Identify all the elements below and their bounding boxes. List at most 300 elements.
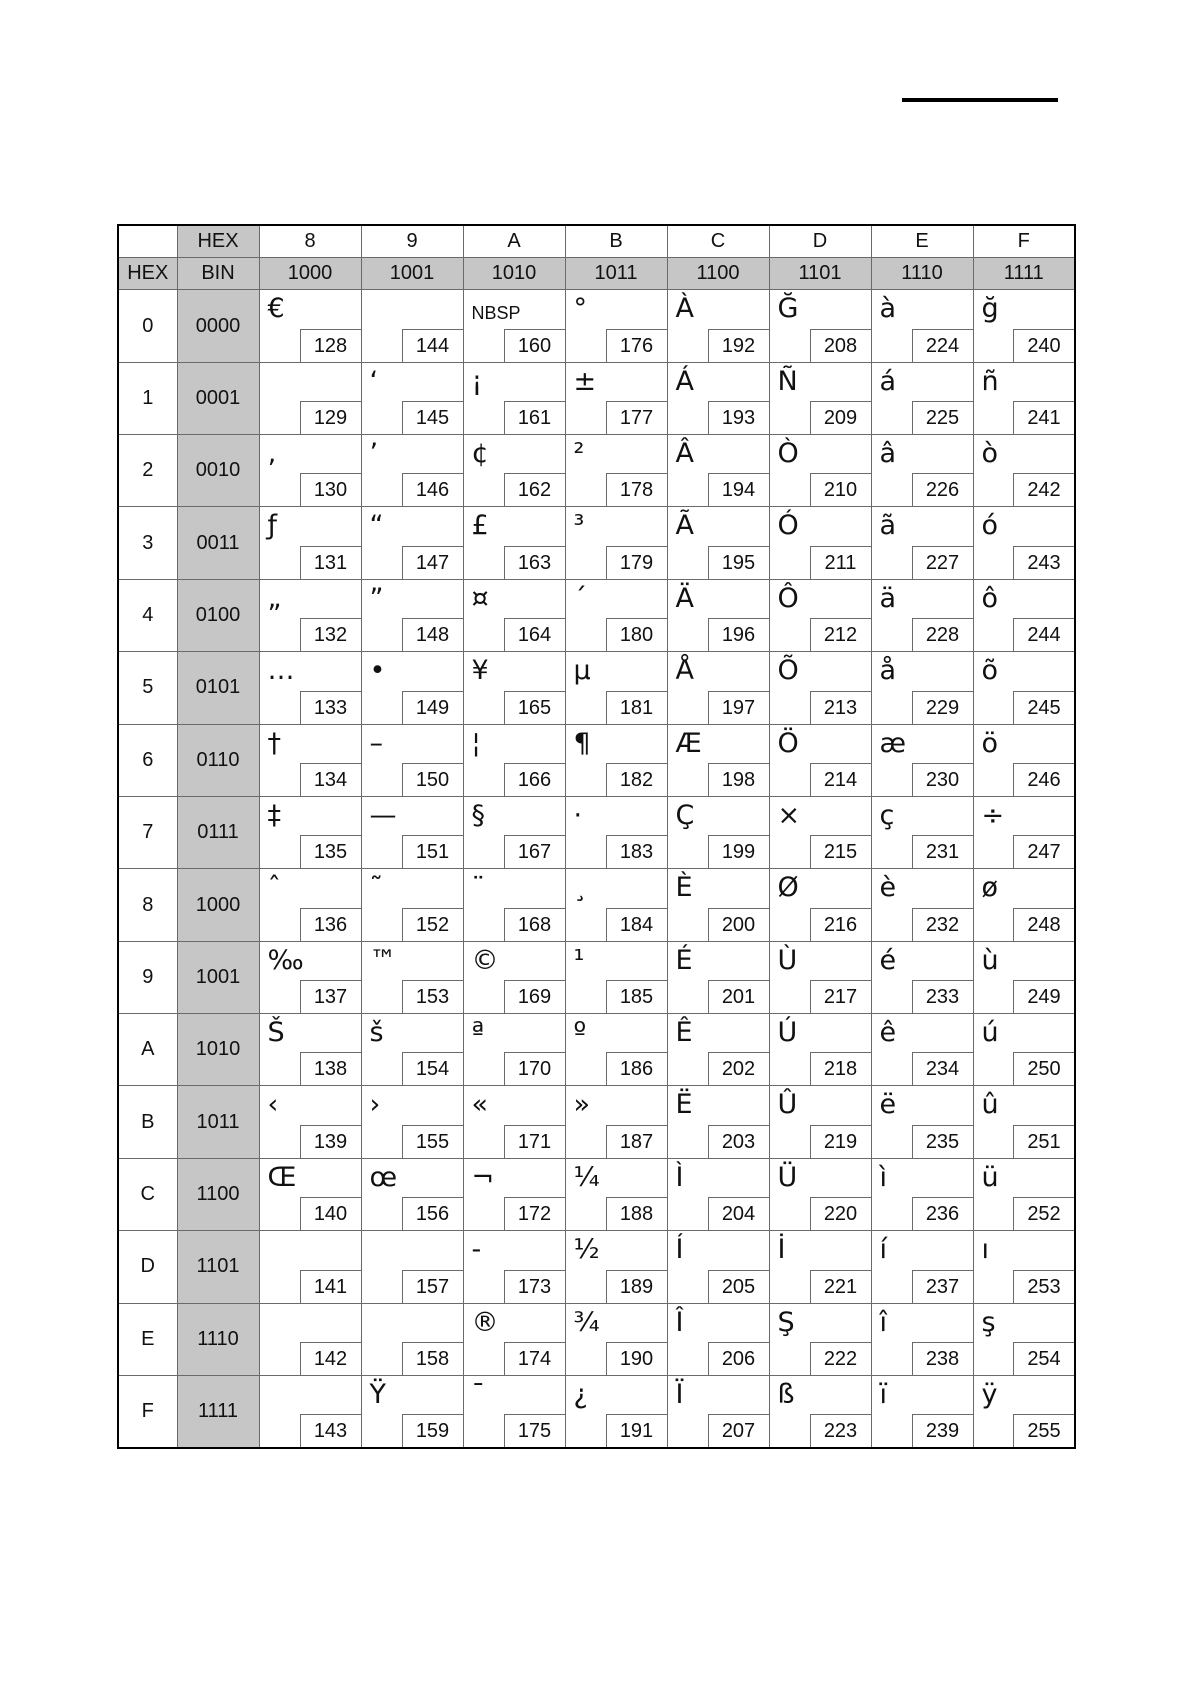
decimal-code: 225 (912, 401, 973, 434)
char-glyph: Î (675, 1306, 684, 1338)
char-cell (361, 1303, 463, 1375)
char-glyph: ı (981, 1234, 990, 1266)
char-glyph: µ (573, 655, 591, 687)
char-cell (667, 435, 769, 507)
char-cell (871, 507, 973, 579)
char-glyph: Â (675, 438, 694, 470)
char-cell (361, 290, 463, 362)
char-glyph: ê (879, 1017, 897, 1049)
char-cell (667, 507, 769, 579)
char-glyph: — (369, 799, 397, 831)
char-cell (973, 435, 1075, 507)
decimal-code: 216 (810, 908, 871, 941)
char-cell (769, 507, 871, 579)
char-cell (667, 290, 769, 362)
row-bin: 0110 (177, 724, 259, 796)
row-hex: 5 (118, 652, 177, 724)
char-glyph: Ÿ (369, 1378, 386, 1410)
decimal-code: 196 (708, 618, 769, 651)
row-hex: 1 (118, 362, 177, 434)
char-glyph: é (879, 944, 897, 976)
char-cell (769, 290, 871, 362)
table-row (118, 362, 1075, 434)
row-hex: C (118, 1158, 177, 1230)
table-row (118, 796, 1075, 868)
row-bin: 0001 (177, 362, 259, 434)
char-cell (565, 1086, 667, 1158)
table-row (118, 1014, 1075, 1086)
decimal-code: 224 (912, 329, 973, 362)
decimal-code: 246 (1013, 763, 1074, 796)
char-glyph: â (879, 438, 897, 470)
char-cell (259, 1014, 361, 1086)
char-cell (871, 869, 973, 941)
decimal-code: 151 (402, 835, 463, 868)
char-glyph: æ (879, 727, 907, 759)
char-glyph: Ï (675, 1378, 684, 1410)
decimal-code: 215 (810, 835, 871, 868)
row-bin: 0010 (177, 435, 259, 507)
char-cell (973, 941, 1075, 1013)
char-glyph: ‰ (267, 944, 304, 976)
top-rule (902, 98, 1058, 102)
char-cell (871, 1303, 973, 1375)
char-glyph: NBSP (471, 303, 521, 324)
char-glyph: Ú (777, 1017, 798, 1049)
decimal-code: 249 (1013, 980, 1074, 1013)
decimal-code: 185 (606, 980, 667, 1013)
col-bin: 1111 (973, 258, 1075, 290)
decimal-code: 146 (402, 473, 463, 506)
char-cell (361, 1375, 463, 1448)
char-cell (361, 1014, 463, 1086)
char-cell (667, 1158, 769, 1230)
decimal-code: 168 (504, 908, 565, 941)
row-hex: 2 (118, 435, 177, 507)
char-glyph: ¼ (573, 1161, 600, 1193)
decimal-code: 181 (606, 691, 667, 724)
decimal-code: 178 (606, 473, 667, 506)
decimal-code: 171 (504, 1125, 565, 1158)
row-hex: E (118, 1303, 177, 1375)
char-glyph: Õ (777, 655, 799, 687)
decimal-code: 219 (810, 1125, 871, 1158)
header-row-bin (118, 258, 1075, 290)
char-glyph: ½ (573, 1234, 600, 1266)
decimal-code: 197 (708, 691, 769, 724)
char-glyph: É (675, 944, 693, 976)
decimal-code: 240 (1013, 329, 1074, 362)
decimal-code: 228 (912, 618, 973, 651)
char-cell (565, 869, 667, 941)
decimal-code: 144 (402, 329, 463, 362)
char-glyph: „ (267, 582, 282, 614)
char-glyph: ² (573, 438, 585, 470)
char-glyph: ß (777, 1378, 795, 1410)
decimal-code: 158 (402, 1342, 463, 1375)
char-glyph: · (573, 799, 583, 831)
char-glyph: ‘ (369, 365, 379, 397)
char-cell (871, 362, 973, 434)
row-hex: 0 (118, 290, 177, 362)
char-glyph: ” (369, 582, 384, 614)
char-cell (361, 869, 463, 941)
char-cell (871, 941, 973, 1013)
char-glyph: ç (879, 799, 895, 831)
char-glyph: Ø (777, 872, 799, 904)
char-cell (361, 1086, 463, 1158)
decimal-code: 188 (606, 1197, 667, 1230)
decimal-code: 129 (300, 401, 361, 434)
char-cell (667, 652, 769, 724)
char-glyph: š (369, 1017, 384, 1049)
col-hex: 8 (259, 225, 361, 258)
decimal-code: 244 (1013, 618, 1074, 651)
char-cell (769, 652, 871, 724)
decimal-code: 186 (606, 1052, 667, 1085)
char-glyph: › (369, 1089, 381, 1121)
char-glyph: » (573, 1089, 591, 1121)
decimal-code: 237 (912, 1270, 973, 1303)
char-glyph: ¹ (573, 944, 585, 976)
decimal-code: 221 (810, 1270, 871, 1303)
char-cell (259, 796, 361, 868)
char-glyph: Ü (777, 1161, 798, 1193)
char-glyph: Ñ (777, 365, 798, 397)
char-glyph: à (879, 293, 897, 325)
char-glyph: Š (267, 1017, 285, 1049)
char-glyph: Ä (675, 582, 694, 614)
char-glyph: ş (981, 1306, 996, 1338)
char-glyph: ³ (573, 510, 585, 542)
decimal-code: 179 (606, 546, 667, 579)
decimal-code: 218 (810, 1052, 871, 1085)
char-glyph: û (981, 1089, 999, 1121)
char-cell (871, 1231, 973, 1303)
char-cell (769, 869, 871, 941)
char-glyph: ë (879, 1089, 897, 1121)
char-cell (973, 796, 1075, 868)
col-hex: A (463, 225, 565, 258)
char-glyph: ¦ (471, 727, 481, 759)
decimal-code: 207 (708, 1414, 769, 1447)
decimal-code: 170 (504, 1052, 565, 1085)
hex-label: HEX (118, 258, 177, 290)
char-cell (769, 362, 871, 434)
char-glyph: À (675, 293, 694, 325)
char-cell (463, 1014, 565, 1086)
char-glyph: í (879, 1234, 888, 1266)
decimal-code: 241 (1013, 401, 1074, 434)
row-hex: 4 (118, 579, 177, 651)
col-hex: B (565, 225, 667, 258)
char-cell (463, 1375, 565, 1448)
decimal-code: 175 (504, 1414, 565, 1447)
decimal-code: 226 (912, 473, 973, 506)
decimal-code: 234 (912, 1052, 973, 1085)
row-hex: 8 (118, 869, 177, 941)
decimal-code: 206 (708, 1342, 769, 1375)
decimal-code: 236 (912, 1197, 973, 1230)
decimal-code: 217 (810, 980, 871, 1013)
char-cell (871, 724, 973, 796)
char-glyph: ® (471, 1306, 499, 1338)
decimal-code: 204 (708, 1197, 769, 1230)
decimal-code: 247 (1013, 835, 1074, 868)
decimal-code: 203 (708, 1125, 769, 1158)
char-glyph: ó (981, 510, 999, 542)
decimal-code: 239 (912, 1414, 973, 1447)
char-glyph: ù (981, 944, 999, 976)
char-cell (871, 652, 973, 724)
char-cell (463, 290, 565, 362)
decimal-code: 231 (912, 835, 973, 868)
row-hex: 6 (118, 724, 177, 796)
bin-label: BIN (177, 258, 259, 290)
char-glyph: ö (981, 727, 999, 759)
decimal-code: 214 (810, 763, 871, 796)
char-glyph: Ã (675, 510, 694, 542)
char-glyph: ô (981, 582, 999, 614)
char-glyph: ƒ (267, 510, 278, 542)
decimal-code: 253 (1013, 1270, 1074, 1303)
decimal-code: 133 (300, 691, 361, 724)
decimal-code: 180 (606, 618, 667, 651)
char-cell (565, 1375, 667, 1448)
char-cell (667, 796, 769, 868)
char-cell (667, 1014, 769, 1086)
char-cell (463, 1086, 565, 1158)
decimal-code: 187 (606, 1125, 667, 1158)
char-glyph: È (675, 872, 693, 904)
char-glyph: ¯ (471, 1378, 485, 1410)
table-row (118, 1158, 1075, 1230)
char-glyph: Ç (675, 799, 695, 831)
decimal-code: 166 (504, 763, 565, 796)
decimal-code: 174 (504, 1342, 565, 1375)
char-glyph: ¿ (573, 1378, 588, 1410)
char-cell (973, 724, 1075, 796)
char-cell (565, 1014, 667, 1086)
decimal-code: 192 (708, 329, 769, 362)
char-cell (973, 1014, 1075, 1086)
char-cell (463, 869, 565, 941)
decimal-code: 145 (402, 401, 463, 434)
col-bin: 1101 (769, 258, 871, 290)
decimal-code: 210 (810, 473, 871, 506)
col-bin: 1011 (565, 258, 667, 290)
row-hex: A (118, 1014, 177, 1086)
decimal-code: 169 (504, 980, 565, 1013)
decimal-code: 132 (300, 618, 361, 651)
decimal-code: 200 (708, 908, 769, 941)
char-cell (259, 1158, 361, 1230)
char-cell (871, 579, 973, 651)
decimal-code: 138 (300, 1052, 361, 1085)
decimal-code: 201 (708, 980, 769, 1013)
table-row (118, 869, 1075, 941)
char-glyph: • (369, 655, 386, 687)
char-glyph: è (879, 872, 897, 904)
char-glyph: Ö (777, 727, 799, 759)
char-glyph: Ò (777, 438, 799, 470)
decimal-code: 173 (504, 1270, 565, 1303)
char-glyph: Ô (777, 582, 799, 614)
char-cell (667, 1375, 769, 1448)
char-glyph: ü (981, 1161, 999, 1193)
char-glyph: ğ (981, 293, 999, 325)
decimal-code: 255 (1013, 1414, 1074, 1447)
char-glyph: § (471, 799, 485, 831)
char-cell (259, 869, 361, 941)
char-glyph: å (879, 655, 897, 687)
char-glyph: ´ (573, 582, 587, 614)
char-glyph: ï (879, 1378, 888, 1410)
col-hex: D (769, 225, 871, 258)
row-bin: 1011 (177, 1086, 259, 1158)
decimal-code: 150 (402, 763, 463, 796)
char-cell (667, 941, 769, 1013)
decimal-code: 134 (300, 763, 361, 796)
char-glyph: ° (573, 293, 587, 325)
char-glyph: ¨ (471, 872, 485, 904)
corner-cell (118, 225, 177, 258)
char-glyph: « (471, 1089, 489, 1121)
hex-label: HEX (177, 225, 259, 258)
char-cell (361, 579, 463, 651)
char-glyph: - (471, 1234, 482, 1266)
decimal-code: 238 (912, 1342, 973, 1375)
char-cell (361, 796, 463, 868)
char-glyph: ä (879, 582, 897, 614)
row-hex: 9 (118, 941, 177, 1013)
char-cell (973, 869, 1075, 941)
char-cell (565, 1158, 667, 1230)
char-cell (769, 941, 871, 1013)
char-glyph: Ó (777, 510, 799, 542)
char-glyph: ì (879, 1161, 888, 1193)
decimal-code: 242 (1013, 473, 1074, 506)
char-glyph: ã (879, 510, 897, 542)
decimal-code: 154 (402, 1052, 463, 1085)
char-cell (769, 435, 871, 507)
decimal-code: 141 (300, 1270, 361, 1303)
decimal-code: 167 (504, 835, 565, 868)
char-cell (361, 507, 463, 579)
row-bin: 1100 (177, 1158, 259, 1230)
char-cell (871, 1158, 973, 1230)
char-cell (463, 1303, 565, 1375)
char-cell (463, 362, 565, 434)
char-glyph: © (471, 944, 499, 976)
decimal-code: 205 (708, 1270, 769, 1303)
row-bin: 1111 (177, 1375, 259, 1448)
row-bin: 0111 (177, 796, 259, 868)
char-cell (565, 579, 667, 651)
char-cell (769, 724, 871, 796)
char-glyph: ò (981, 438, 999, 470)
decimal-code: 223 (810, 1414, 871, 1447)
char-cell (769, 1158, 871, 1230)
decimal-code: 165 (504, 691, 565, 724)
char-glyph: ø (981, 872, 999, 904)
char-glyph: Œ (267, 1161, 297, 1193)
char-cell (259, 507, 361, 579)
char-cell (259, 1231, 361, 1303)
char-cell (259, 724, 361, 796)
decimal-code: 149 (402, 691, 463, 724)
row-hex: 7 (118, 796, 177, 868)
decimal-code: 155 (402, 1125, 463, 1158)
decimal-code: 252 (1013, 1197, 1074, 1230)
decimal-code: 250 (1013, 1052, 1074, 1085)
col-hex: 9 (361, 225, 463, 258)
decimal-code: 222 (810, 1342, 871, 1375)
table-row (118, 1231, 1075, 1303)
char-cell (565, 1231, 667, 1303)
char-cell (769, 1303, 871, 1375)
row-bin: 1110 (177, 1303, 259, 1375)
char-glyph: Ş (777, 1306, 795, 1338)
col-hex: C (667, 225, 769, 258)
row-bin: 1010 (177, 1014, 259, 1086)
decimal-code: 199 (708, 835, 769, 868)
char-glyph: – (369, 727, 383, 759)
code-page-table (117, 224, 1076, 1449)
decimal-code: 189 (606, 1270, 667, 1303)
char-cell (973, 652, 1075, 724)
char-cell (259, 579, 361, 651)
decimal-code: 229 (912, 691, 973, 724)
char-glyph: † (267, 727, 281, 759)
char-cell (259, 652, 361, 724)
decimal-code: 135 (300, 835, 361, 868)
decimal-code: 202 (708, 1052, 769, 1085)
row-bin: 0100 (177, 579, 259, 651)
char-glyph: ÿ (981, 1378, 998, 1410)
char-glyph: Û (777, 1089, 798, 1121)
char-cell (259, 941, 361, 1013)
decimal-code: 177 (606, 401, 667, 434)
decimal-code: 193 (708, 401, 769, 434)
char-cell (565, 1303, 667, 1375)
char-cell (361, 435, 463, 507)
char-cell (463, 435, 565, 507)
char-glyph: Å (675, 655, 694, 687)
char-cell (565, 290, 667, 362)
decimal-code: 137 (300, 980, 361, 1013)
decimal-code: 251 (1013, 1125, 1074, 1158)
table-row (118, 290, 1075, 362)
table-row (118, 1303, 1075, 1375)
row-bin: 0000 (177, 290, 259, 362)
decimal-code: 211 (810, 546, 871, 579)
decimal-code: 198 (708, 763, 769, 796)
char-glyph: € (267, 293, 285, 325)
col-bin: 1001 (361, 258, 463, 290)
decimal-code: 213 (810, 691, 871, 724)
char-cell (871, 1014, 973, 1086)
char-cell (463, 796, 565, 868)
decimal-code: 159 (402, 1414, 463, 1447)
decimal-code: 220 (810, 1197, 871, 1230)
char-cell (973, 1231, 1075, 1303)
char-glyph: ¶ (573, 727, 591, 759)
char-cell (973, 1158, 1075, 1230)
char-cell (259, 1086, 361, 1158)
char-cell (463, 652, 565, 724)
char-cell (973, 1086, 1075, 1158)
